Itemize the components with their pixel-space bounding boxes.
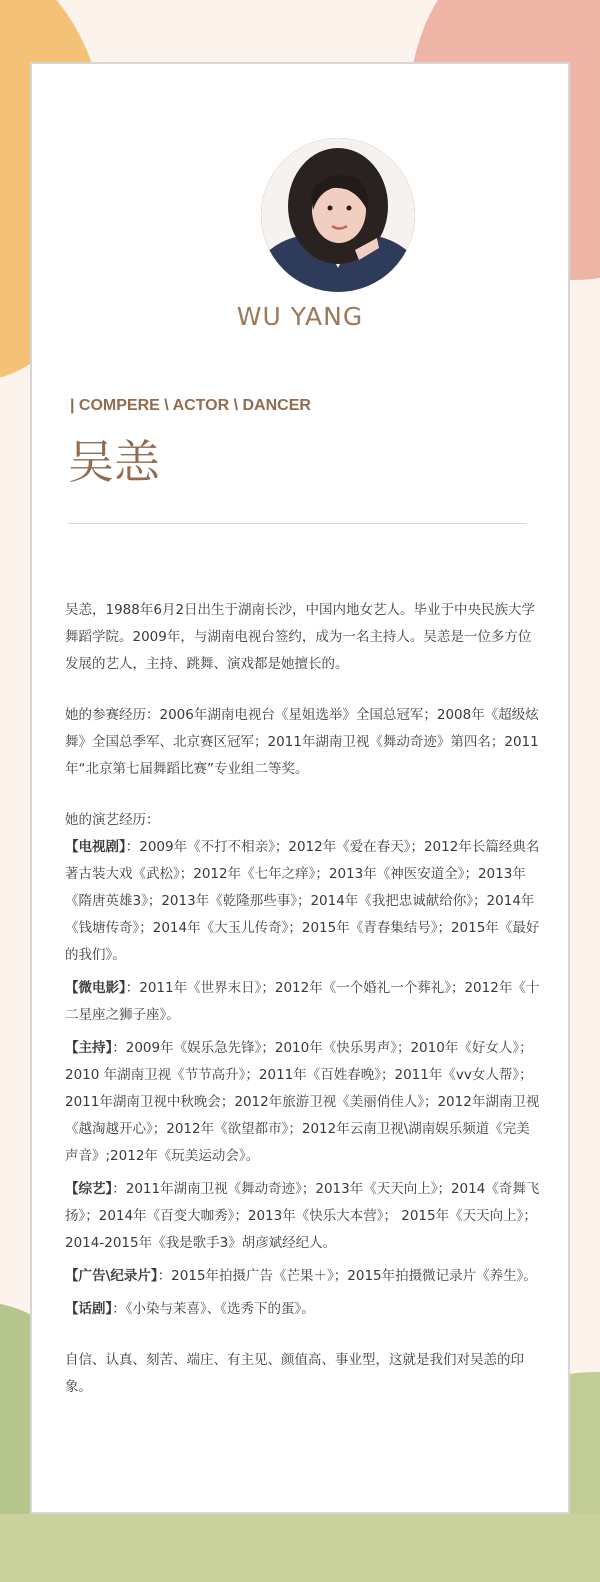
- section-text: ：2011年湖南卫视《舞动奇迹》；2013年《天天向上》；2014《奇舞飞扬》；2014年《百变大咖秀》；2013年《快乐大本营》； 2015年《天天向上》；2014-2015年《我是歌手3》胡彦斌经纪人。: [65, 1181, 540, 1251]
- section-title: 【微电影】: [65, 980, 126, 996]
- section-variety: [65, 1176, 543, 1257]
- closing-paragraph: 自信、认真、刻苦、端庄、有主见、颜值高、事业型，这就是我们对吴恙的印象。: [65, 1352, 524, 1395]
- avatar: [261, 138, 415, 292]
- career-heading: 她的演艺经历：: [65, 812, 160, 828]
- biography: [65, 597, 543, 1401]
- bottom-band: [0, 1514, 600, 1582]
- profile-name: 吴恙: [68, 435, 160, 489]
- section-title: 【广告\纪录片】: [65, 1268, 158, 1284]
- section-host: [65, 1035, 543, 1170]
- section-title: 【话剧】: [65, 1301, 113, 1317]
- section-title: 【主持】: [65, 1040, 113, 1056]
- roles-tagline: | COMPERE \ ACTOR \ DANCER: [70, 397, 311, 414]
- section-micro-film: [65, 975, 543, 1029]
- section-drama: [65, 1296, 543, 1323]
- section-text: ：2011年《世界末日》；2012年《一个婚礼一个葬礼》；2012年《十二星座之狮子座》。: [65, 980, 540, 1023]
- intro-paragraph: 吴恙，1988年6月2日出生于湖南长沙，中国内地女艺人。毕业于中央民族大学舞蹈学院。2009年，与湖南电视台签约，成为一名主持人。吴恙是一位多方位发展的艺人，主持、跳舞、演戏都是她擅长的。: [65, 602, 536, 672]
- section-text: ：《小染与茉喜》、《选秀下的蛋》。: [112, 1301, 315, 1317]
- profile-card: [30, 62, 570, 1514]
- brand-name: WU YANG: [236, 302, 364, 331]
- section-title: 【电视剧】: [65, 839, 126, 855]
- section-text: ：2015年拍摄广告《芒果＋》；2015年拍摄微记录片《养生》。: [157, 1268, 537, 1284]
- section-ads: [65, 1263, 543, 1290]
- portrait-image: [261, 138, 415, 292]
- section-title: 【综艺】: [65, 1181, 113, 1197]
- section-text: ：2009年《不打不相亲》；2012年《爱在春天》；2012年长篇经典名著古装大戏《武松》；2012年《七年之痒》；2013年《神医安道全》；2013年《隋唐英雄3》；2013年《乾隆那些事》；2014年《我把忠诚献给你》；2014年《钱塘传奇》；2014年《大玉儿传奇》；2015年《青春集结号》；2015年《最好的我们》。: [65, 839, 540, 963]
- competition-paragraph: 她的参赛经历：2006年湖南电视台《星姐选举》全国总冠军；2008年《超级炫舞》全国总季军、北京赛区冠军；2011年湖南卫视《舞动奇迹》第四名；2011年“北京第七届舞蹈比赛”专业组二等奖。: [65, 707, 539, 777]
- section-tv: [65, 834, 543, 969]
- section-text: ：2009年《娱乐急先锋》；2010年《快乐男声》；2010年《好女人》；2010 年湖南卫视《节节高升》；2011年《百姓春晚》；2011年《vv女人帮》；2011年湖南卫视中秋晚会；2012年旅游卫视《美丽俏佳人》；2012年湖南卫视《越淘越开心》；2012年《欲望都市》；2012年云南卫视\湖南娱乐频道《完美声音》;2012年《玩美运动会》。: [65, 1040, 540, 1164]
- divider: [68, 523, 526, 524]
